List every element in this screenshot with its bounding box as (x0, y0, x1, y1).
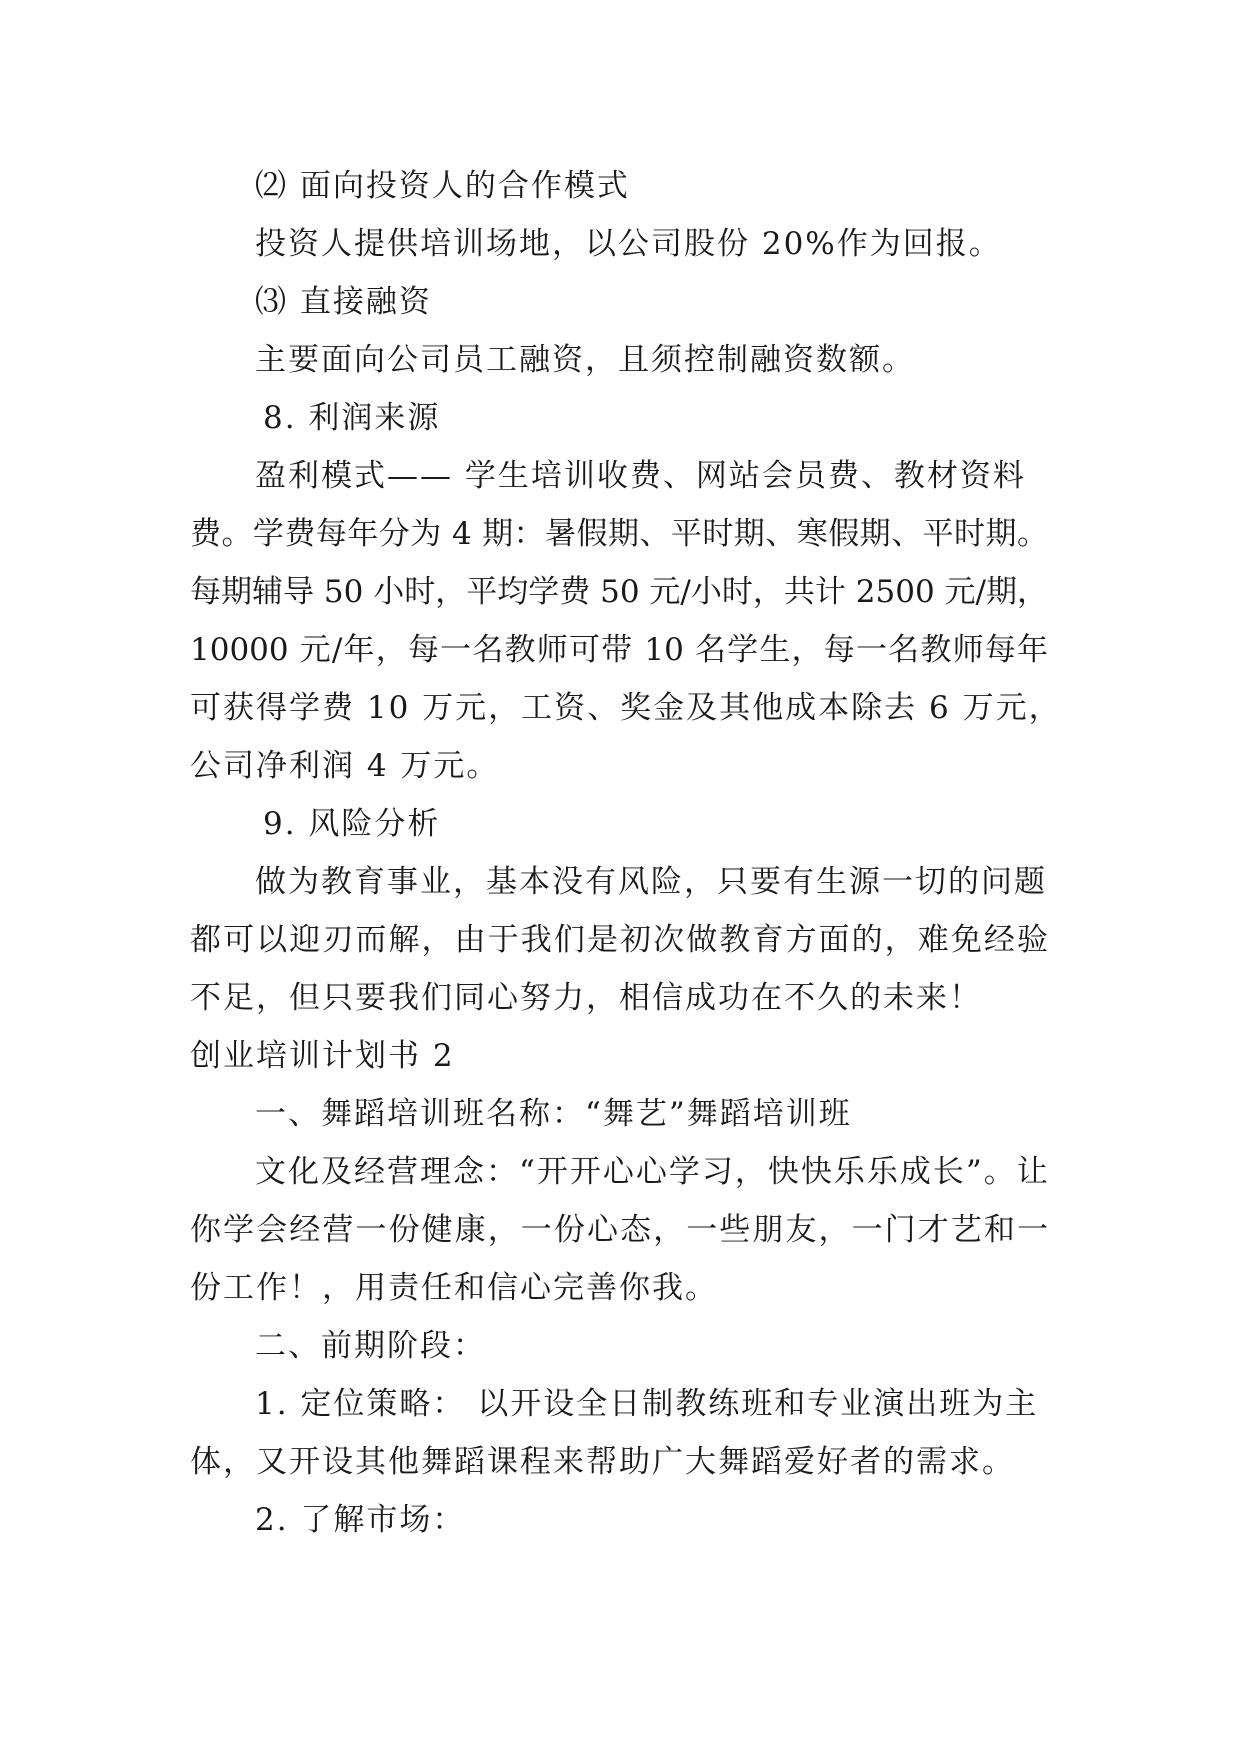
paragraph-line: 都可以迎刃而解，由于我们是初次做教育方面的，难免经验 (190, 922, 1048, 958)
paragraph-line: 不足，但只要我们同心努力，相信成功在不久的未来！ (190, 980, 982, 1016)
paragraph-line: 公司净利润 4 万元。 (190, 748, 500, 784)
subheading-direct-financing: ⑶ 直接融资 (255, 284, 432, 320)
section-heading-early-stage: 二、前期阶段： (255, 1328, 486, 1364)
section-heading-profit-source: 8. 利润来源 (263, 400, 441, 436)
subheading-understand-market: 2. 了解市场： (255, 1502, 466, 1538)
paragraph-line: 份工作！，用责任和信心完善你我。 (190, 1270, 718, 1306)
paragraph-line: 你学会经营一份健康，一份心态，一些朋友，一门才艺和一 (190, 1212, 1048, 1248)
paragraph-line: 10000 元/年，每一名教师可带 10 名学生，每一名教师每年 (190, 632, 1048, 668)
subheading-investor-cooperation: ⑵ 面向投资人的合作模式 (255, 168, 630, 204)
paragraph-line: 1. 定位策略： 以开设全日制教练班和专业演出班为主 (255, 1386, 1039, 1422)
paragraph-line: 做为教育事业，基本没有风险，只要有生源一切的问题 (255, 864, 1047, 900)
paragraph-line: 盈利模式—— 学生培训收费、网站会员费、教材资料 (255, 458, 1026, 494)
section-heading-risk-analysis: 9. 风险分析 (263, 806, 441, 842)
paragraph-line: 投资人提供培训场地，以公司股份 20%作为回报。 (255, 226, 1002, 262)
document-title: 创业培训计划书 2 (190, 1038, 455, 1074)
paragraph-line: 费。学费每年分为 4 期：暑假期、平时期、寒假期、平时期。 (190, 516, 1048, 552)
paragraph-line: 文化及经营理念：“开开心心学习，快快乐乐成长”。让 (255, 1154, 1050, 1190)
paragraph-line: 主要面向公司员工融资，且须控制融资数额。 (255, 342, 915, 378)
paragraph-line: 每期辅导 50 小时，平均学费 50 元/小时，共计 2500 元/期， (190, 574, 1048, 610)
section-heading-class-name: 一、舞蹈培训班名称：“舞艺”舞蹈培训班 (255, 1096, 852, 1132)
paragraph-line: 可获得学费 10 万元，工资、奖金及其他成本除去 6 万元， (190, 690, 1062, 726)
paragraph-line: 体，又开设其他舞蹈课程来帮助广大舞蹈爱好者的需求。 (190, 1444, 1015, 1480)
